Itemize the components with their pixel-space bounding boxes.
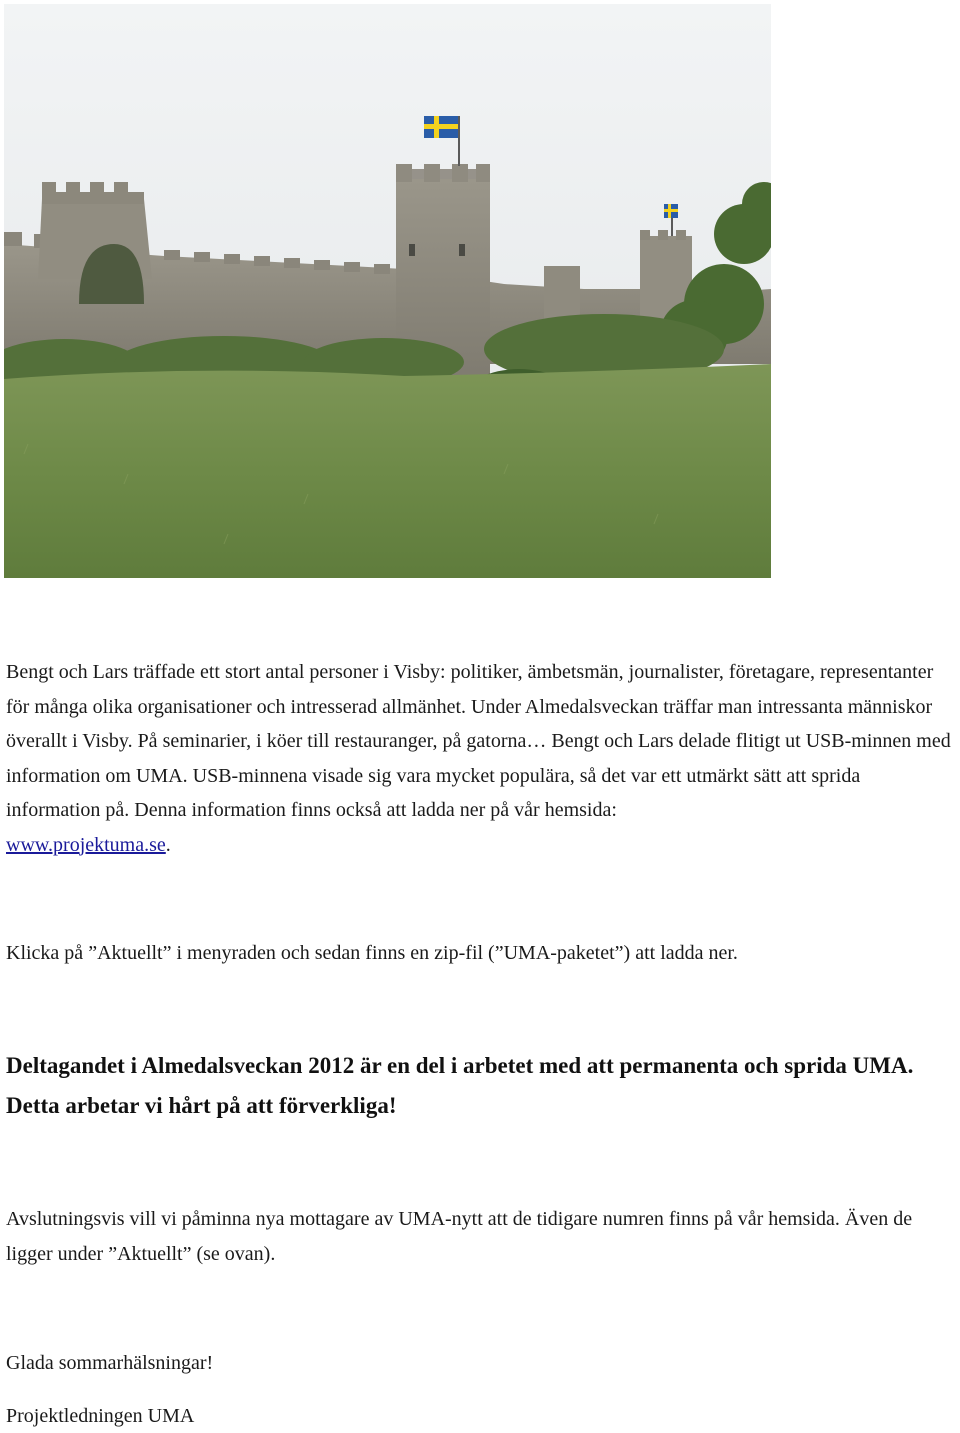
- paragraph-instructions: Klicka på ”Aktuellt” i menyraden och sedan finns en zip-fil (”UMA-paketet”) att ladda ner.: [6, 942, 738, 964]
- greeting: Glada sommarhälsningar!: [6, 1352, 214, 1374]
- paragraph-reminder: Avslutningsvis vill vi påminna nya mottagare av UMA-nytt att de tidigare numren finns på vår hemsida. Även de ligger under ”Aktuellt” (se ovan).: [6, 1208, 913, 1265]
- homepage-link[interactable]: www.projektuma.se: [6, 833, 166, 856]
- signature: Projektledningen UMA: [6, 1405, 195, 1427]
- link-period: .: [165, 833, 171, 856]
- visby-city-wall-photo-icon: [4, 4, 771, 578]
- bold-statement: Deltagandet i Almedalsveckan 2012 är en del i arbetet med att permanenta och sprida UMA. Detta arbetar vi hårt på att förverkliga!: [6, 1053, 914, 1118]
- paragraph-intro: [6, 655, 956, 862]
- visby-wall-photo: [4, 4, 771, 578]
- paragraph-intro-text: Bengt och Lars träffade ett stort antal personer i Visby: politiker, ämbetsmän, journalister, företagare, representanter för många olika organisationer och intresserad allmänhet. Under Almedalsveckan träffar man intressanta människor överallt i Visby. På seminarier, i köer till restauranger, på gatorna… Bengt och Lars delade flitigt ut USB-minnen med information om UMA. USB-minnena visade sig vara mycket populära, så det var ett utmärkt sätt att sprida information på. Denna information finns också att ladda ner på vår hemsida:: [6, 661, 951, 821]
